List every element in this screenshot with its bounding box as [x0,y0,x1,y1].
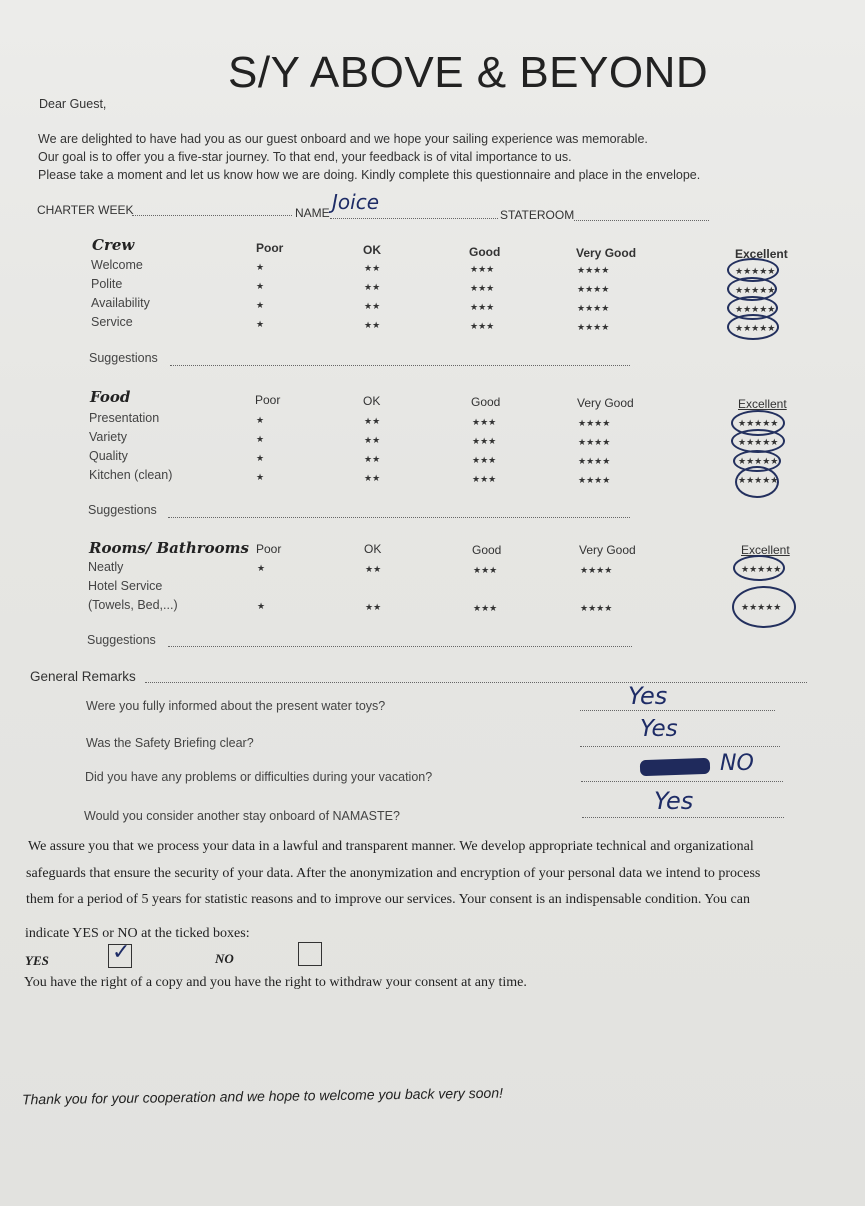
rating-3-star[interactable]: ★★★ [472,455,497,465]
food-item-quality: Quality [89,449,128,463]
food-col-ok: OK [363,394,381,408]
crew-item-service: Service [91,315,133,329]
stateroom-label: STATEROOM [500,208,575,222]
general-remarks-label: General Remarks [30,669,136,684]
intro-line-2: Our goal is to offer you a five-star journey. To that end, your feedback is of vital importance to us. [38,150,572,164]
rating-3-star[interactable]: ★★★ [470,302,495,312]
food-suggestions-line[interactable] [168,517,630,518]
page-title: S/Y ABOVE & BEYOND [228,48,709,97]
rating-1-star[interactable]: ★ [257,563,266,573]
question-another-stay: Would you consider another stay onboard of NAMASTE? [84,809,400,823]
rooms-suggestions-label: Suggestions [87,633,156,647]
food-col-good: Good [471,395,501,409]
rating-1-star[interactable]: ★ [256,281,265,291]
rating-1-star[interactable]: ★ [256,453,265,463]
rooms-col-poor: Poor [256,542,282,556]
rating-3-star[interactable]: ★★★ [470,321,495,331]
rating-2-star[interactable]: ★★ [365,564,382,574]
rating-1-star[interactable]: ★ [257,601,266,611]
selection-circle [733,555,785,581]
rating-1-star[interactable]: ★ [256,262,265,272]
rooms-section-title: Rooms/ Bathrooms [89,539,249,557]
rating-4-star[interactable]: ★★★★ [577,303,610,313]
charter-week-line[interactable] [132,215,292,216]
rating-3-star[interactable]: ★★★ [473,603,498,613]
rating-3-star[interactable]: ★★★ [473,565,498,575]
privacy-line-2: safeguards that ensure the security of your data. After the anonymization and encryption of your personal data we intend to process [26,866,761,881]
privacy-line-4: indicate YES or NO at the ticked boxes: [25,926,250,941]
rating-4-star[interactable]: ★★★★ [577,322,610,332]
food-col-excellent: Excellent [738,397,787,411]
rating-2-star[interactable]: ★★ [364,454,381,464]
rating-4-star[interactable]: ★★★★ [577,284,610,294]
answer-line[interactable] [581,781,783,782]
rating-2-star[interactable]: ★★ [364,435,381,445]
rooms-col-ok: OK [364,542,382,556]
rating-2-star[interactable]: ★★ [364,320,381,330]
selection-circle [727,314,779,340]
rating-5-star[interactable]: ★★★★★ [735,266,776,276]
rating-4-star[interactable]: ★★★★ [577,265,610,275]
rooms-col-good: Good [472,543,502,557]
intro-line-3: Please take a moment and let us know how we are doing. Kindly complete this questionnaire and place in the envelope. [38,168,701,182]
rating-1-star[interactable]: ★ [256,300,265,310]
selection-circle [732,586,796,628]
food-item-kitchen: Kitchen (clean) [89,468,173,482]
rating-5-star[interactable]: ★★★★★ [738,418,779,428]
rating-1-star[interactable]: ★ [256,434,265,444]
consent-no-checkbox[interactable] [298,942,322,966]
rating-5-star[interactable]: ★★★★★ [741,602,782,612]
crew-col-excellent: Excellent [735,247,788,261]
selection-circle [735,466,779,498]
rating-1-star[interactable]: ★ [256,472,265,482]
name-handwritten: Joice [332,190,379,214]
crew-section-title: Crew [92,236,135,254]
rating-5-star[interactable]: ★★★★★ [741,564,782,574]
question-safety-briefing: Was the Safety Briefing clear? [86,736,254,750]
rooms-col-very-good: Very Good [579,543,636,557]
crew-item-welcome: Welcome [91,258,143,272]
question-problems: Did you have any problems or difficulties during your vacation? [85,770,433,784]
rating-4-star[interactable]: ★★★★ [578,475,611,485]
rooms-item-towels-bed: (Towels, Bed,...) [88,598,178,612]
rating-5-star[interactable]: ★★★★★ [735,285,776,295]
rating-3-star[interactable]: ★★★ [472,417,497,427]
answer-line[interactable] [580,746,780,747]
rating-2-star[interactable]: ★★ [364,416,381,426]
answer-another-stay: Yes [654,787,694,815]
food-col-poor: Poor [255,393,281,407]
question-water-toys: Were you fully informed about the present water toys? [86,699,386,713]
privacy-line-3: them for a period of 5 years for statistic reasons and to improve our services. Your consent is an indispensable condition. You can [26,892,750,907]
rating-3-star[interactable]: ★★★ [470,283,495,293]
crew-col-ok: OK [363,243,381,257]
general-remarks-line[interactable] [145,682,807,683]
rating-2-star[interactable]: ★★ [364,473,381,483]
rating-2-star[interactable]: ★★ [364,282,381,292]
intro-line-1: We are delighted to have had you as our guest onboard and we hope your sailing experience was memorable. [38,132,648,146]
crew-col-poor: Poor [256,241,284,255]
scribbled-out-mark [640,758,711,776]
crew-suggestions-line[interactable] [170,365,630,366]
rating-1-star[interactable]: ★ [256,319,265,329]
food-suggestions-label: Suggestions [88,503,157,517]
greeting: Dear Guest, [39,97,107,111]
answer-water-toys: Yes [628,682,668,710]
food-item-variety: Variety [89,430,127,444]
consent-no-label: NO [215,951,234,966]
consent-yes-label: YES [25,953,49,968]
rating-4-star[interactable]: ★★★★ [578,437,611,447]
rating-5-star[interactable]: ★★★★★ [735,323,776,333]
answer-line[interactable] [582,817,784,818]
privacy-line-1: We assure you that we process your data in a lawful and transparent manner. We develop appropriate technical and organizational [28,839,754,854]
rating-5-star[interactable]: ★★★★★ [738,456,779,466]
stateroom-line[interactable] [574,220,709,221]
crew-item-availability: Availability [91,296,150,310]
food-section-title: Food [90,388,131,406]
crew-item-polite: Polite [91,277,123,291]
rating-5-star[interactable]: ★★★★★ [738,437,779,447]
crew-suggestions-label: Suggestions [89,351,158,365]
answer-safety-briefing: Yes [640,716,678,742]
answer-problems: NO [720,751,754,776]
rating-4-star[interactable]: ★★★★ [578,456,611,466]
rating-2-star[interactable]: ★★ [365,602,382,612]
rating-1-star[interactable]: ★ [256,415,265,425]
charter-week-label: CHARTER WEEK [37,203,134,217]
rating-3-star[interactable]: ★★★ [472,474,497,484]
check-mark-icon: ✓ [112,940,131,965]
rating-5-star[interactable]: ★★★★★ [738,475,779,485]
rating-4-star[interactable]: ★★★★ [580,603,613,613]
rating-2-star[interactable]: ★★ [364,301,381,311]
food-col-very-good: Very Good [577,396,634,410]
rating-5-star[interactable]: ★★★★★ [735,304,776,314]
rating-3-star[interactable]: ★★★ [472,436,497,446]
name-label: NAME [295,206,330,220]
withdraw-consent-text: You have the right of a copy and you have the right to withdraw your consent at any time. [24,975,527,990]
rooms-col-excellent: Excellent [741,543,790,557]
rating-4-star[interactable]: ★★★★ [580,565,613,575]
rating-3-star[interactable]: ★★★ [470,264,495,274]
name-line[interactable] [330,218,498,219]
rooms-suggestions-line[interactable] [168,646,632,647]
rating-2-star[interactable]: ★★ [364,263,381,273]
crew-col-very-good: Very Good [576,246,637,260]
food-item-presentation: Presentation [89,411,160,425]
answer-line[interactable] [580,710,775,711]
rooms-item-hotel-service: Hotel Service [88,579,163,593]
thank-you-text: Thank you for your cooperation and we hope to welcome you back very soon! [21,1084,504,1108]
rooms-item-neatly: Neatly [88,560,124,574]
crew-col-good: Good [469,245,501,259]
rating-4-star[interactable]: ★★★★ [578,418,611,428]
